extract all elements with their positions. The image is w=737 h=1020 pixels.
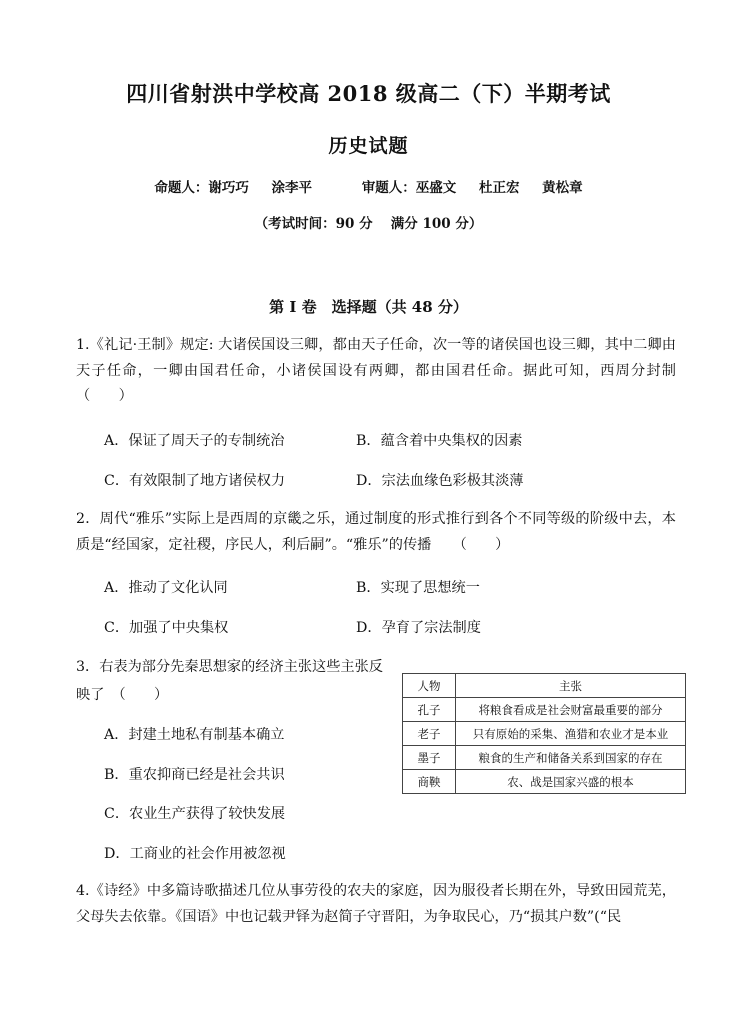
q2-option-b: B．实现了思想统一 — [356, 580, 480, 596]
table-cell-claim: 只有原始的采集、渔猎和农业才是本业 — [456, 722, 686, 746]
authors-line — [0, 176, 737, 196]
table-cell-person: 孔子 — [403, 698, 456, 722]
question-3-stem-line2: 映了 （ ） — [76, 687, 169, 703]
table-row — [403, 698, 686, 722]
section-title: 第 I 卷 选择题（共 48 分） — [269, 298, 468, 316]
table-cell-person: 商鞅 — [403, 770, 456, 794]
q2-option-a: A．推动了文化认同 — [104, 580, 228, 596]
q1-option-d: D．宗法血缘色彩极其淡薄 — [356, 473, 524, 489]
table-header-claim: 主张 — [456, 674, 686, 698]
table-row — [403, 770, 686, 794]
reviewer-3: 黄松章 — [542, 180, 583, 196]
reviewer-1: 审题人：巫盛文 — [361, 180, 457, 196]
table-row — [403, 746, 686, 770]
question-3-stem-line1: 3．右表为部分先秦思想家的经济主张这些主张反 — [76, 659, 383, 675]
subject-title: 历史试题 — [328, 135, 409, 157]
question-1-stem: 1.《礼记·王制》规定: 大诸侯国设三卿，都由天子任命，次一等的诸侯国也设三卿，其中二卿由天子任命，一卿由国君任命，小诸侯国设有两卿，都由国君任命。据此可知，西周分封制 （ ） — [76, 337, 705, 404]
q1-option-c: C．有效限制了地方诸侯权力 — [104, 473, 286, 489]
q3-option-a: A．封建土地私有制基本确立 — [104, 727, 285, 743]
table-cell-person: 墨子 — [403, 746, 456, 770]
table-header-row — [403, 674, 686, 698]
table-cell-claim: 粮食的生产和储备关系到国家的存在 — [456, 746, 686, 770]
table-cell-claim: 农、战是国家兴盛的根本 — [456, 770, 686, 794]
table-row — [403, 722, 686, 746]
q3-option-c: C．农业生产获得了较快发展 — [104, 806, 286, 822]
table-cell-claim: 将粮食看成是社会财富最重要的部分 — [456, 698, 686, 722]
q2-option-d: D．孕育了宗法制度 — [356, 620, 481, 636]
question-2-stem: 2．周代“雅乐”实际上是西周的京畿之乐，通过制度的形式推行到各个不同等级的阶级中去，本质是“经国家，定社稷，序民人，利后嗣”。“雅乐”的传播 （ ） — [76, 511, 676, 553]
thinkers-table — [402, 673, 686, 794]
setter-2: 涂李平 — [271, 180, 313, 196]
q3-option-b: B．重农抑商已经是社会共识 — [104, 767, 285, 783]
q2-option-c: C．加强了中央集权 — [104, 620, 229, 636]
q3-option-d: D．工商业的社会作用被忽视 — [104, 846, 286, 862]
exam-info: （考试时间：90 分 满分 100 分） — [254, 216, 483, 232]
table-cell-person: 老子 — [403, 722, 456, 746]
setter-1: 命题人：谢巧巧 — [154, 180, 249, 196]
exam-title: 四川省射洪中学校高 2018 级高二（下）半期考试 — [126, 81, 611, 106]
question-4-stem: 4.《诗经》中多篇诗歌描述几位从事劳役的农夫的家庭，因为服役者长期在外，导致田园荒芜，父母失去依靠。《国语》中也记载尹铎为赵简子守晋阳，为争取民心，乃“损其户数”(“民 — [76, 883, 676, 925]
table-header-person: 人物 — [403, 674, 456, 698]
reviewer-2: 杜正宏 — [478, 180, 520, 196]
q1-option-a: A．保证了周天子的专制统治 — [104, 433, 285, 449]
q1-option-b: B．蕴含着中央集权的因素 — [356, 433, 523, 449]
